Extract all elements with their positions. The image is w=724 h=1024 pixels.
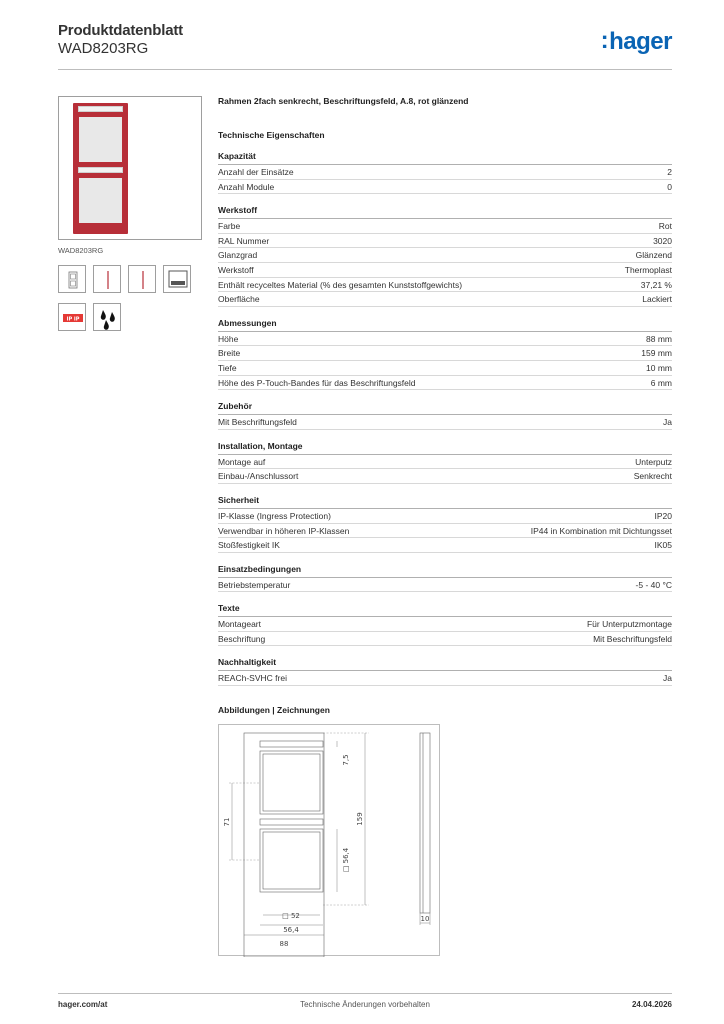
property-label: Höhe — [218, 333, 239, 344]
property-row — [218, 292, 672, 307]
property-label: Glanzgrad — [218, 250, 258, 261]
property-row — [218, 524, 672, 539]
water-drops-icon — [93, 303, 121, 331]
frame-outline-icon — [58, 265, 86, 293]
section-title: Installation, Montage — [218, 441, 672, 455]
property-label: Breite — [218, 348, 241, 359]
property-value: IP20 — [654, 510, 672, 521]
property-row — [218, 219, 672, 234]
document-title: Produktdatenblatt — [58, 22, 183, 39]
section-title: Werkstoff — [218, 205, 672, 219]
pictogram-row — [58, 265, 202, 293]
property-value: Ja — [663, 673, 672, 684]
property-row — [218, 376, 672, 391]
dim-56-4-horizontal: 56,4 — [283, 926, 299, 934]
property-value: 3020 — [653, 235, 672, 246]
property-label: Farbe — [218, 221, 241, 232]
property-value: Senkrecht — [633, 471, 672, 482]
property-label: Beschriftung — [218, 633, 266, 644]
footer-disclaimer: Technische Änderungen vorbehalten — [300, 1000, 430, 1009]
dim-88: 88 — [279, 940, 289, 948]
insert-opening-bottom — [79, 178, 122, 223]
logo-colon-icon: : — [600, 27, 609, 54]
property-label: IP-Klasse (Ingress Protection) — [218, 510, 331, 521]
property-label: Enthält recyceltes Material (% des gesamten Kunststoffgewichts) — [218, 279, 463, 290]
red-line-icon-2 — [128, 265, 156, 293]
property-label: Mit Beschriftungsfeld — [218, 417, 297, 428]
property-label: Anzahl der Einsätze — [218, 167, 294, 177]
technical-properties-heading: Technische Eigenschaften — [218, 130, 325, 140]
property-label: Betriebstemperatur — [218, 579, 291, 590]
property-row — [218, 632, 672, 647]
property-label: Einbau-/Anschlussort — [218, 471, 299, 482]
property-value: Rot — [658, 221, 672, 232]
property-row — [218, 248, 672, 263]
insert-opening-top — [79, 117, 122, 162]
red-line-icon — [93, 265, 121, 293]
product-description: Rahmen 2fach senkrecht, Beschriftungsfeld, A.8, rot glänzend — [218, 96, 469, 106]
property-value: Lackiert — [642, 294, 672, 305]
property-value: Thermoplast — [624, 264, 672, 275]
section-title: Abmessungen — [218, 318, 672, 332]
property-row — [218, 180, 672, 195]
property-row — [218, 578, 672, 593]
property-row — [218, 538, 672, 553]
property-value: 37,21 % — [640, 279, 672, 290]
property-row — [218, 455, 672, 470]
property-row — [218, 234, 672, 249]
drawing-side-view — [420, 733, 430, 913]
dim-10: 10 — [420, 915, 430, 923]
label-field — [78, 167, 123, 173]
property-row — [218, 671, 672, 686]
property-value: -5 - 40 °C — [635, 579, 672, 590]
label-field — [78, 106, 123, 112]
property-row — [218, 263, 672, 278]
footer-date: 24.04.2026 — [631, 1000, 672, 1009]
property-value: IK05 — [654, 540, 672, 551]
section-title: Sicherheit — [218, 495, 672, 509]
property-label: REACh-SVHC frei — [218, 673, 287, 684]
section-title: Einsatzbedingungen — [218, 564, 672, 578]
hager-logo[interactable] — [601, 28, 672, 56]
technical-drawing — [218, 724, 440, 956]
drawing-outer-frame — [244, 733, 324, 957]
property-value: 10 mm — [646, 362, 672, 373]
drawing-opening-top — [260, 751, 323, 814]
image-caption: WAD8203RG — [58, 246, 104, 255]
property-label: Anzahl Module — [218, 181, 275, 192]
section-title: Texte — [218, 603, 672, 617]
red-frame-picture — [73, 103, 128, 234]
property-value: IP44 in Kombination mit Dichtungsset — [530, 525, 672, 536]
dim-52: □ 52 — [282, 912, 300, 920]
dim-56-4-vertical: □ 56,4 — [342, 847, 350, 873]
property-value: 2 — [667, 167, 672, 177]
ip-badge-text: IP IP — [66, 316, 80, 323]
ip-rating-icon — [58, 303, 86, 331]
main-column — [218, 96, 672, 686]
property-label: Montage auf — [218, 456, 266, 467]
property-value: 0 — [667, 181, 672, 192]
page-header — [58, 22, 672, 70]
product-image — [58, 96, 202, 240]
section-title: Kapazität — [218, 151, 672, 165]
property-row — [218, 346, 672, 361]
drawing-opening-top-inner — [263, 754, 320, 811]
drawing-label-field-bottom — [260, 819, 323, 825]
property-row — [218, 165, 672, 180]
property-label: Stoßfestigkeit IK — [218, 540, 280, 551]
left-column — [58, 96, 202, 331]
section-title: Nachhaltigkeit — [218, 657, 672, 671]
drawing-opening-bottom — [260, 829, 323, 892]
property-value: Glänzend — [635, 250, 672, 261]
property-row — [218, 415, 672, 430]
section-title: Zubehör — [218, 401, 672, 415]
property-label: RAL Nummer — [218, 235, 270, 246]
property-label: Tiefe — [218, 362, 237, 373]
property-value: 6 mm — [650, 377, 672, 388]
property-row — [218, 509, 672, 524]
property-label: Verwendbar in höheren IP-Klassen — [218, 525, 350, 536]
property-label: Montageart — [218, 619, 261, 630]
logo-text: hager — [609, 28, 672, 55]
article-number: WAD8203RG — [58, 40, 149, 57]
property-label: Oberfläche — [218, 294, 260, 305]
property-value: 159 mm — [641, 348, 672, 359]
footer-website-link[interactable]: hager.com/at — [58, 1000, 108, 1009]
property-value: 88 mm — [646, 333, 672, 344]
property-row — [218, 617, 672, 632]
properties-sections — [218, 151, 672, 686]
property-row — [218, 469, 672, 484]
dim-71: 71 — [223, 817, 231, 827]
drawing-label-field-top — [260, 741, 323, 747]
pictogram-row-2 — [58, 303, 202, 331]
dim-7-5: 7,5 — [342, 754, 350, 766]
page-footer — [58, 993, 672, 1013]
property-label: Höhe des P-Touch-Bandes für das Beschriftungsfeld — [218, 377, 416, 388]
drawing-opening-bottom-inner — [263, 832, 320, 889]
property-value: Unterputz — [635, 456, 672, 467]
label-field-icon — [163, 265, 191, 293]
property-label: Werkstoff — [218, 264, 254, 275]
property-value: Mit Beschriftungsfeld — [593, 633, 672, 644]
dim-159: 159 — [356, 812, 364, 826]
property-row — [218, 361, 672, 376]
property-value: Ja — [663, 417, 672, 428]
property-row — [218, 332, 672, 347]
property-value: Für Unterputzmontage — [586, 619, 672, 630]
property-row — [218, 278, 672, 293]
drawings-title: Abbildungen | Zeichnungen — [218, 705, 330, 715]
